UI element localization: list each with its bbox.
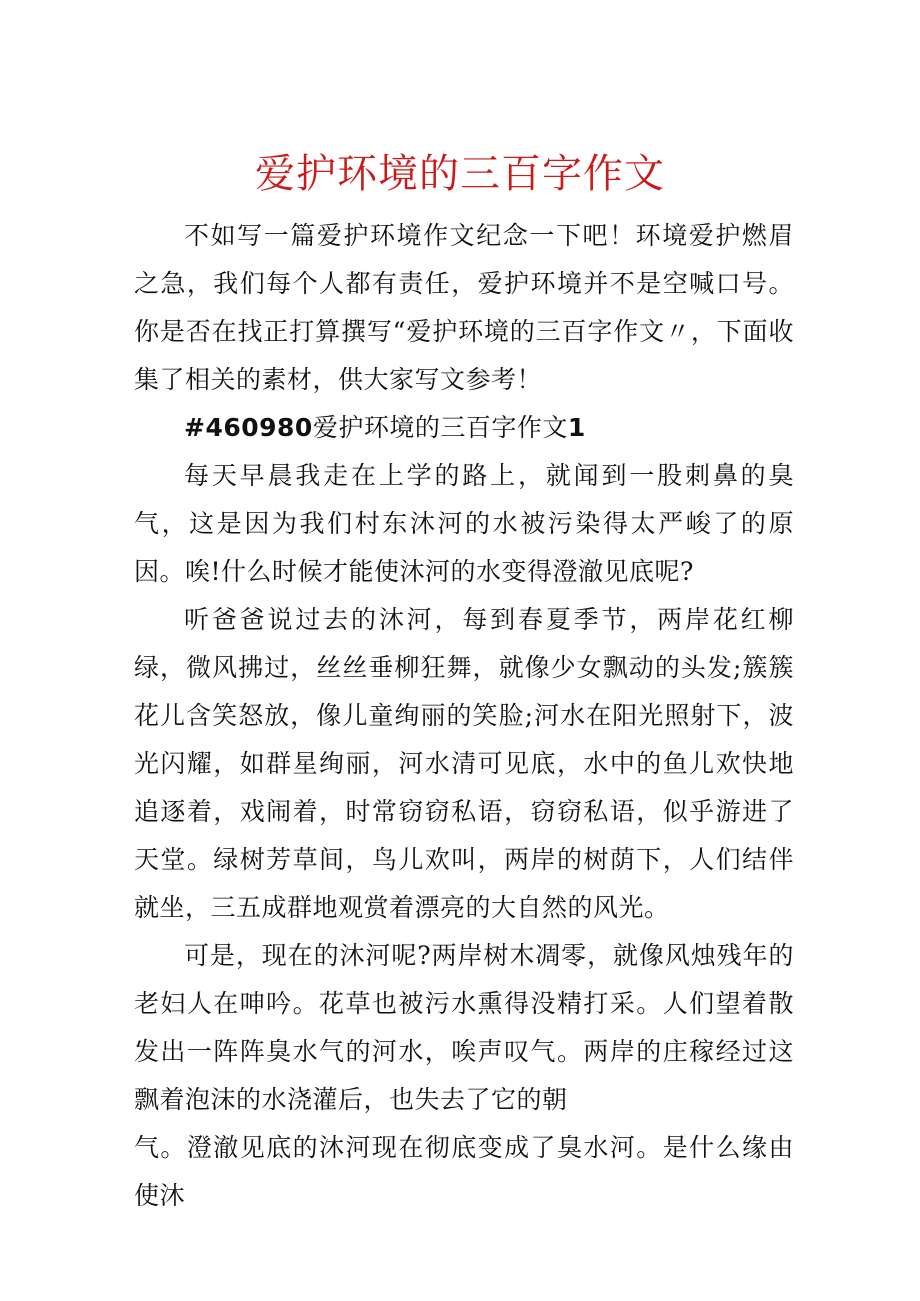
essay-paragraph-1: 每天早晨我走在上学的路上，就闻到一股刺鼻的臭气，这是因为我们村东沐河的水被污染得太严峻了的原因。唉!什么时候才能使沐河的水变得澄澈见底呢? — [134, 461, 794, 586]
essay-heading-title: 爱护环境的三百字作文 — [312, 413, 568, 442]
essay-heading — [134, 404, 794, 452]
document-body — [134, 212, 794, 1220]
essay-heading-number: #460980 — [184, 413, 313, 442]
intro-paragraph: 不如写一篇爱护环境作文纪念一下吧！环境爱护燃眉之急，我们每个人都有责任，爱护环境并不是空喊口号。你是否在找正打算撰写“爱护环境的三百字作文〃，下面收集了相关的素材，供大家写文参考！ — [134, 221, 794, 394]
essay-heading-index: 1 — [567, 413, 586, 442]
essay-paragraph-continuation: 气。澄澈见底的沐河现在彻底变成了臭水河。是什么缘由使沐 — [134, 1133, 794, 1210]
document-title: 爱护环境的三百字作文 — [255, 151, 665, 197]
essay-paragraph-3: 可是，现在的沐河呢?两岸树木凋零，就像风烛残年的老妇人在呻吟。花草也被污水熏得没精打采。人们望着散发出一阵阵臭水气的河水，唉声叹气。两岸的庄稼经过这飘着泡沫的水浇灌后，也失去了它的朝 — [134, 941, 794, 1114]
essay-paragraph-2: 听爸爸说过去的沐河，每到春夏季节，两岸花红柳绿，微风拂过，丝丝垂柳狂舞，就像少女飘动的头发;簇簇花儿含笑怒放，像儿童绚丽的笑脸;河水在阳光照射下，波光闪耀，如群星绚丽，河水清可见底，水中的鱼儿欢快地追逐着，戏闹着，时常窃窃私语，窃窃私语，似乎游进了天堂。绿树芳草间，鸟儿欢叫，两岸的树荫下，人们结伴就坐，三五成群地观赏着漂亮的大自然的风光。 — [134, 605, 794, 922]
